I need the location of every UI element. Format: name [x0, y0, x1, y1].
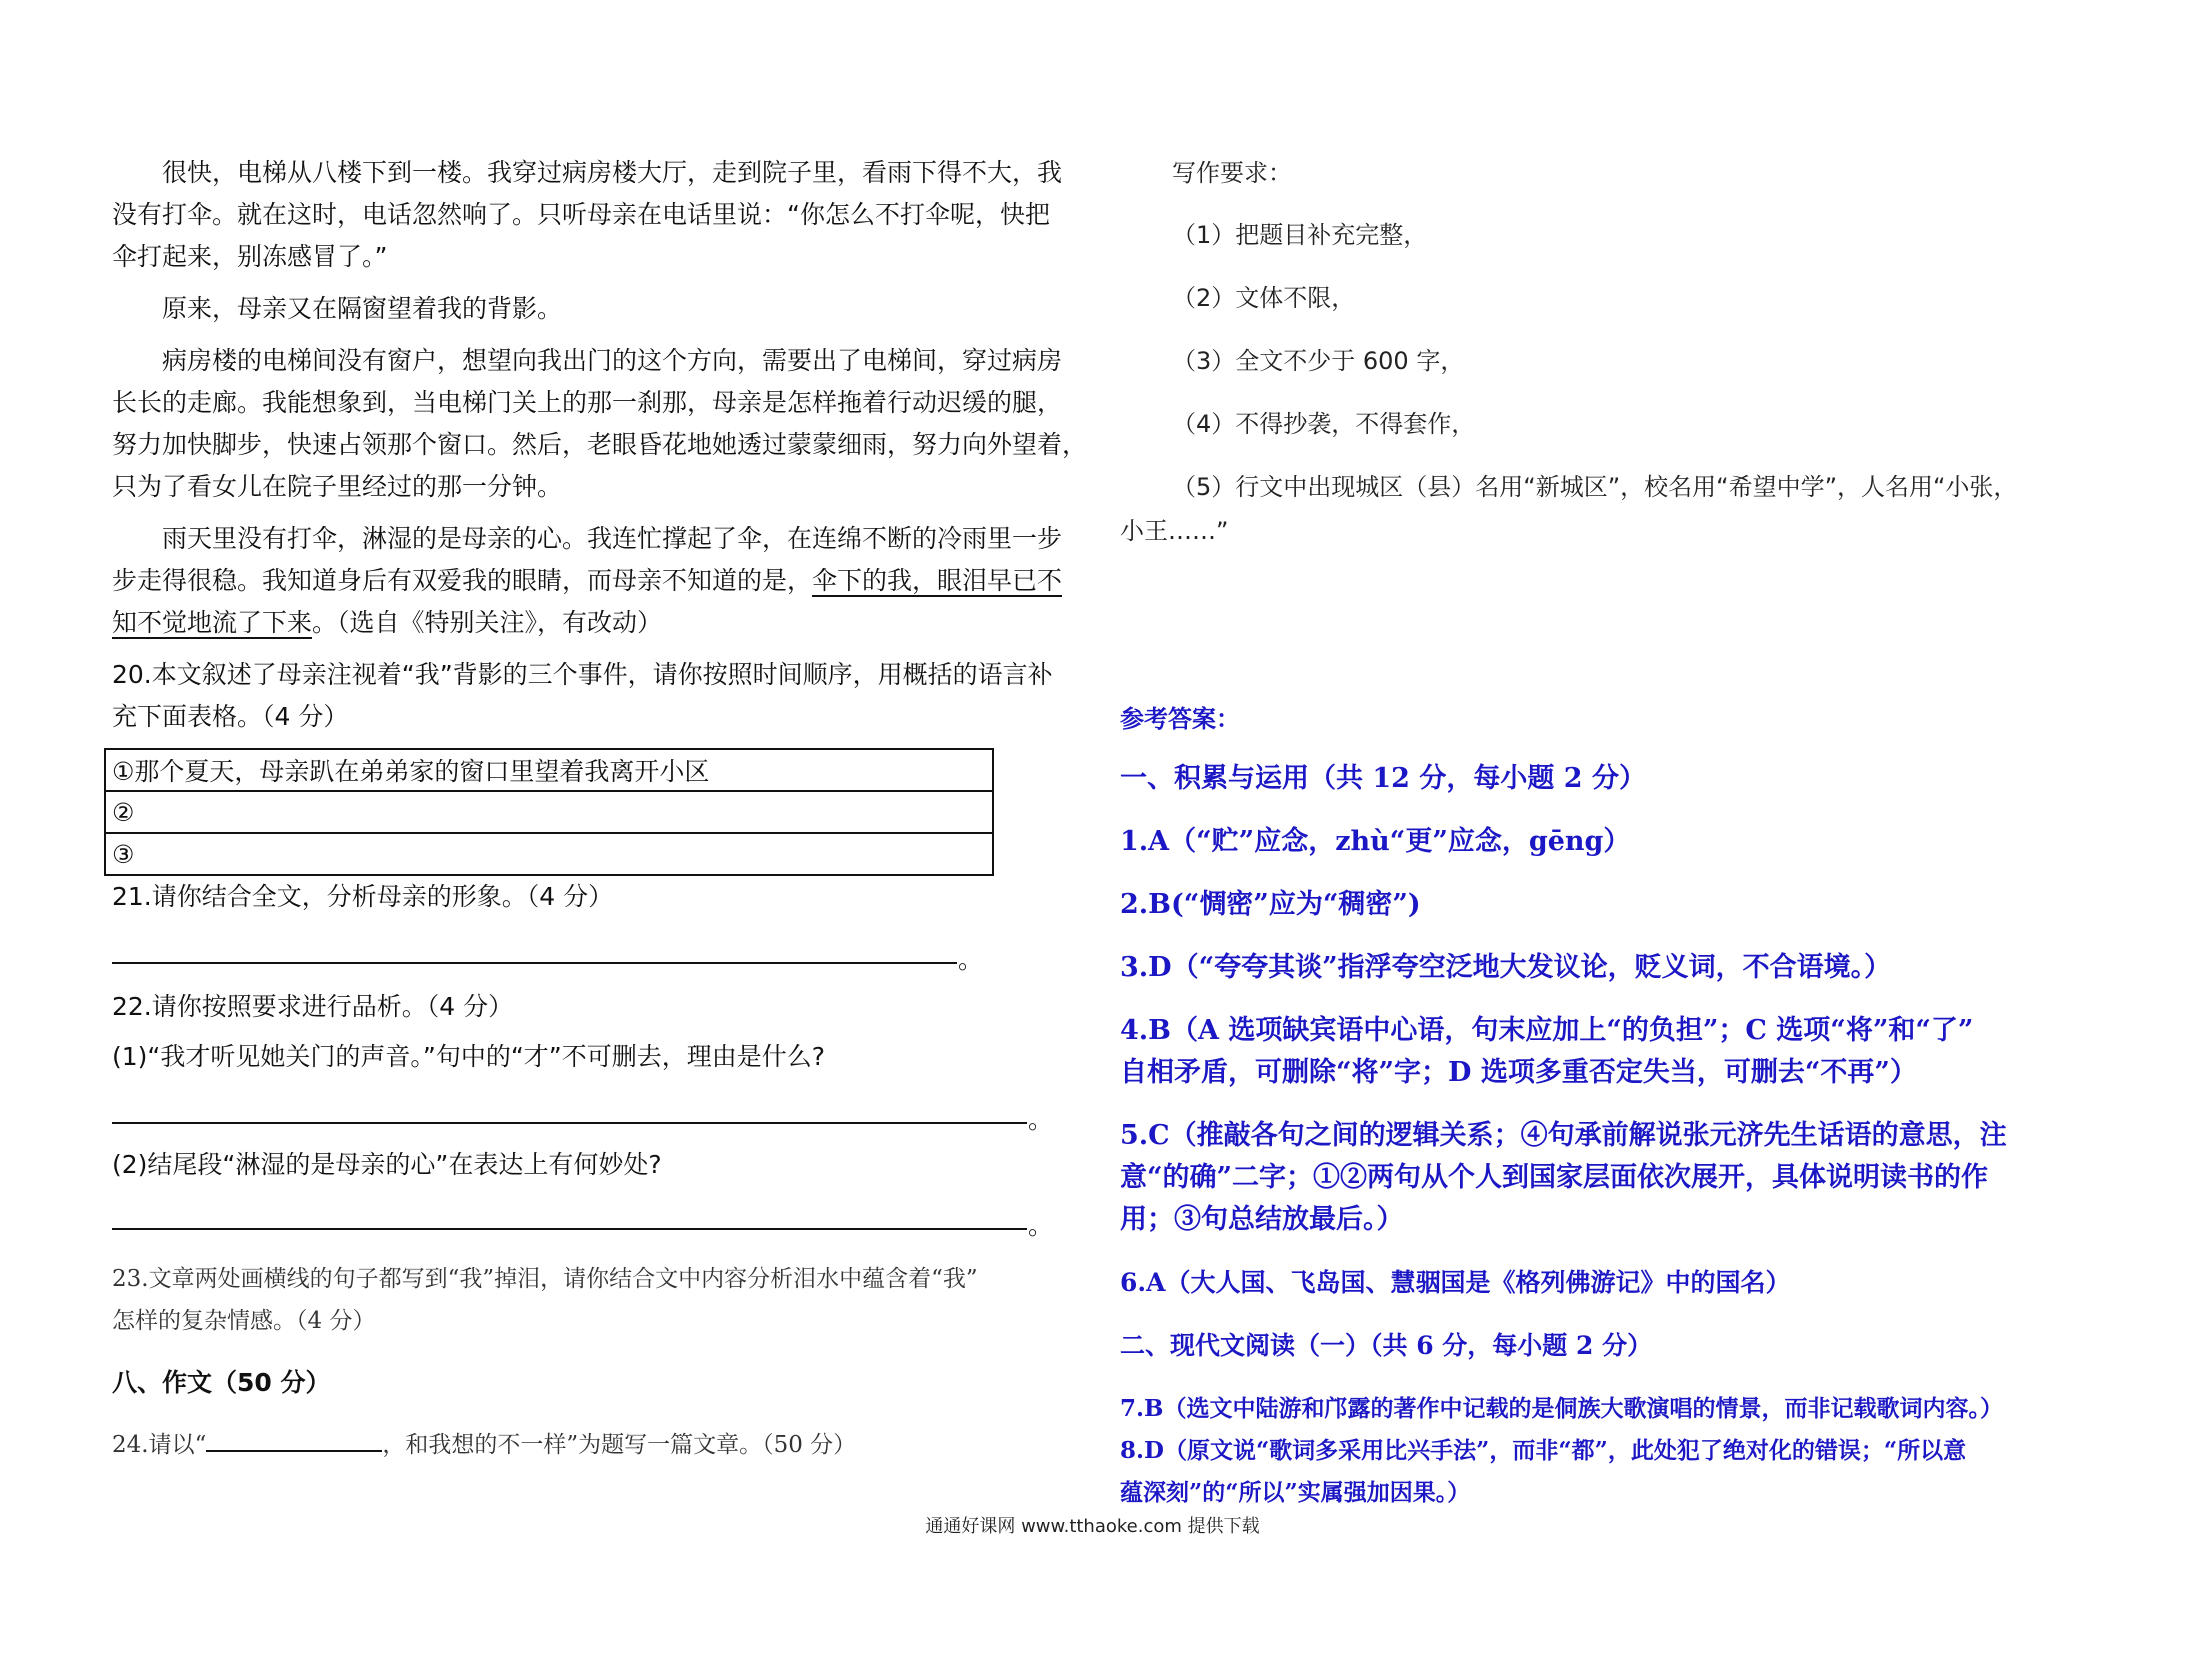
- underlined-sentence-1: 伞下的我，眼泪早已不: [812, 566, 1063, 595]
- requirement-4: （4）不得抄袭，不得套作，: [1172, 410, 1476, 438]
- question-23-line2: 怎样的复杂情感。（4 分）: [112, 1308, 376, 1334]
- question-21: 21.请你结合全文，分析母亲的形象。（4 分）: [112, 882, 614, 911]
- answer-line-21[interactable]: [112, 962, 957, 964]
- passage-p3-line1: 病房楼的电梯间没有窗户，想望向我出门的这个方向，需要出了电梯间，穿过病房: [162, 346, 1063, 375]
- question-22: 22.请你按照要求进行品析。（4 分）: [112, 992, 514, 1021]
- events-table: [104, 748, 994, 876]
- section-8-heading: 八、作文（50 分）: [112, 1368, 331, 1397]
- requirement-1: （1）把题目补充完整，: [1172, 221, 1428, 249]
- answer-3: 3.D（“夸夸其谈”指浮夸空泛地大发议论，贬义词，不合语境。）: [1120, 952, 1892, 983]
- title-blank[interactable]: [206, 1428, 382, 1452]
- passage-p4-line2: [112, 564, 1062, 598]
- question-20-line1: 20.本文叙述了母亲注视着“我”背影的三个事件，请你按照时间顺序，用概括的语言补: [112, 660, 1053, 689]
- table-cell[interactable]: ②: [105, 791, 993, 833]
- table-row: [105, 749, 993, 791]
- answer-line-22-2-period: 。: [1028, 1211, 1054, 1240]
- question-24-prefix: 24.请以“: [112, 1432, 207, 1458]
- passage-p3-line4: 只为了看女儿在院子里经过的那一分钟。: [112, 472, 563, 501]
- answers-section-1: 一、积累与运用（共 12 分，每小题 2 分）: [1120, 763, 1646, 794]
- answer-line-21-period: 。: [958, 945, 984, 974]
- answers-title: 参考答案：: [1120, 704, 1240, 733]
- answer-2: 2.B(“惆密”应为“稠密”): [1120, 889, 1421, 920]
- page-footer: 通通好课网 www.tthaoke.com 提供下载: [925, 1516, 1260, 1537]
- passage-p1-line1: 很快，电梯从八楼下到一楼。我穿过病房楼大厅，走到院子里，看雨下得不大，我: [162, 158, 1063, 187]
- table-cell[interactable]: ③: [105, 833, 993, 875]
- question-24-suffix: ，和我想的不一样”为题写一篇文章。（50 分）: [382, 1432, 857, 1458]
- source-note: 。（选自《特别关注》，有改动）: [312, 608, 663, 637]
- question-24: [112, 1428, 856, 1462]
- table-row: [105, 791, 993, 833]
- answer-6: 6.A（大人国、飞岛国、慧骃国是《格列佛游记》中的国名）: [1120, 1268, 1791, 1297]
- answer-line-22-1-period: 。: [1028, 1105, 1054, 1134]
- passage-p4-line3: [112, 606, 662, 640]
- table-cell[interactable]: ①那个夏天，母亲趴在弟弟家的窗口里望着我离开小区: [105, 749, 993, 791]
- answer-5-line1: 5.C（推敲各句之间的逻辑关系；④句承前解说张元济先生话语的意思，注: [1120, 1120, 2007, 1151]
- passage-p3-line2: 长长的走廊。我能想象到，当电梯门关上的那一刹那，母亲是怎样拖着行动迟缓的腿，: [112, 388, 1063, 417]
- answer-line-22-2[interactable]: [112, 1228, 1027, 1230]
- table-row: [105, 833, 993, 875]
- answer-8-line1: 8.D（原文说“歌词多采用比兴手法”，而非“都”，此处犯了绝对化的错误；“所以意: [1120, 1437, 1967, 1464]
- answer-5-line3: 用；③句总结放最后。）: [1120, 1204, 1404, 1235]
- requirement-5-line1: （5）行文中出现城区（县）名用“新城区”，校名用“希望中学”，人名用“小张，: [1172, 473, 2018, 501]
- question-22-1: (1)“我才听见她关门的声音。”句中的“才”不可删去，理由是什么?: [112, 1042, 825, 1071]
- passage-p1-line3: 伞打起来，别冻感冒了。”: [112, 242, 388, 271]
- answer-7: 7.B（选文中陆游和邝露的著作中记载的是侗族大歌演唱的情景，而非记载歌词内容。）: [1120, 1395, 2003, 1422]
- requirement-3: （3）全文不少于 600 字，: [1172, 347, 1465, 375]
- answer-1: 1.A（“贮”应念，zhù“更”应念，gēng）: [1120, 826, 1631, 857]
- requirement-2: （2）文体不限，: [1172, 284, 1356, 312]
- answer-4-line1: 4.B（A 选项缺宾语中心语，句末应加上“的负担”；C 选项“将”和“了”: [1120, 1015, 1974, 1046]
- passage-p4-line2-text: 步走得很稳。我知道身后有双爱我的眼睛，而母亲不知道的是，: [112, 566, 813, 595]
- question-22-2: (2)结尾段“淋湿的是母亲的心”在表达上有何妙处?: [112, 1150, 662, 1179]
- answers-section-2: 二、现代文阅读（一）（共 6 分，每小题 2 分）: [1120, 1331, 1653, 1360]
- answer-4-line2: 自相矛盾，可删除“将”字；D 选项多重否定失当，可删去“不再”）: [1120, 1057, 1917, 1088]
- passage-p1-line2: 没有打伞。就在这时，电话忽然响了。只听母亲在电话里说：“你怎么不打伞呢，快把: [112, 200, 1050, 229]
- passage-p4-line1: 雨天里没有打伞，淋湿的是母亲的心。我连忙撑起了伞，在连绵不断的冷雨里一步: [162, 524, 1063, 553]
- passage-p3-line3: 努力加快脚步，快速占领那个窗口。然后，老眼昏花地她透过蒙蒙细雨，努力向外望着，: [112, 430, 1088, 459]
- question-20-line2: 充下面表格。（4 分）: [112, 702, 349, 731]
- underlined-sentence-2: 知不觉地流了下来: [112, 608, 313, 637]
- writing-requirements-title: 写作要求：: [1172, 159, 1292, 187]
- answer-8-line2: 蕴深刻”的“所以”实属强加因果。）: [1120, 1479, 1471, 1506]
- answer-line-22-1[interactable]: [112, 1122, 1027, 1124]
- answer-5-line2: 意“的确”二字；①②两句从个人到国家层面依次展开，具体说明读书的作: [1120, 1162, 1989, 1193]
- question-23-line1: 23.文章两处画横线的句子都写到“我”掉泪，请你结合文中内容分析泪水中蕴含着“我”: [112, 1266, 978, 1292]
- requirement-5-line2: 小王……”: [1120, 517, 1229, 545]
- passage-p2: 原来，母亲又在隔窗望着我的背影。: [162, 294, 563, 323]
